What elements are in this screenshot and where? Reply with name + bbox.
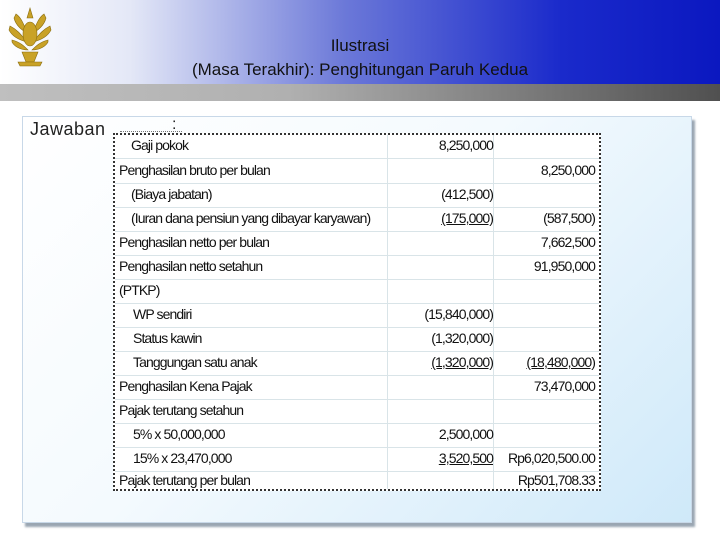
table-row (115, 328, 599, 352)
row-label: Gaji pokok (131, 137, 189, 153)
table-row (115, 400, 599, 424)
row-label: Pajak terutang setahun (119, 402, 244, 418)
row-amount-b: Rp501,708.33 (517, 472, 595, 488)
table-row (115, 352, 599, 376)
row-amount-a: (1,320,000) (431, 354, 493, 370)
row-amount-b: (18,480,000) (526, 354, 595, 370)
row-amount-b: (587,500) (543, 210, 595, 226)
table-row (115, 256, 599, 280)
row-label: Penghasilan netto per bulan (119, 234, 270, 250)
table-row (115, 280, 599, 304)
table-row (115, 135, 599, 159)
row-amount-a: 8,250,000 (438, 137, 493, 153)
row-amount-a: 3,520,500 (438, 450, 493, 466)
row-label: Status kawin (133, 330, 202, 346)
row-amount-b: Rp6,020,500.00 (507, 450, 595, 466)
table-row (115, 232, 599, 256)
row-label: Pajak terutang per bulan (119, 472, 250, 488)
row-label: Penghasilan Kena Pajak (119, 378, 252, 394)
table-row (115, 470, 599, 493)
row-amount-a: (412,500) (441, 186, 493, 202)
row-label: Tanggungan satu anak (133, 354, 257, 370)
slide-title-line1: Ilustrasi (330, 36, 390, 55)
header-divider-bar (0, 84, 720, 101)
answer-label: Jawaban (30, 119, 106, 139)
slide-title (100, 34, 620, 82)
table-row (115, 424, 599, 448)
table-row (115, 304, 599, 328)
row-amount-a: (175,000) (441, 210, 493, 226)
table-row (115, 448, 599, 472)
table-row (115, 376, 599, 400)
table-row (115, 184, 599, 208)
tax-calculation-table (113, 133, 601, 491)
row-label: Penghasilan netto setahun (119, 258, 263, 274)
row-amount-b: 73,470,000 (533, 378, 595, 394)
row-label: 5% x 50,000,000 (133, 426, 225, 442)
row-label: (Iuran dana pensiun yang dibayar karyawan) (131, 210, 371, 226)
row-amount-a: (15,840,000) (424, 306, 493, 322)
answer-colon: : (172, 116, 177, 133)
row-amount-b: 91,950,000 (533, 258, 595, 274)
university-logo-icon (4, 4, 56, 68)
table-row (115, 208, 599, 232)
row-amount-b: 8,250,000 (540, 162, 595, 178)
row-amount-a: 2,500,000 (438, 426, 493, 442)
slide-title-line2: (Masa Terakhir): Penghitungan Paruh Kedua (191, 60, 529, 79)
row-label: 15% x 23,470,000 (133, 450, 232, 466)
row-amount-b: 7,662,500 (540, 234, 595, 250)
row-label: Penghasilan bruto per bulan (119, 162, 270, 178)
table-row (115, 160, 599, 184)
row-label: (PTKP) (119, 282, 160, 298)
row-label: (Biaya jabatan) (131, 186, 212, 202)
row-label: WP sendiri (133, 306, 192, 322)
row-amount-a: (1,320,000) (431, 330, 493, 346)
